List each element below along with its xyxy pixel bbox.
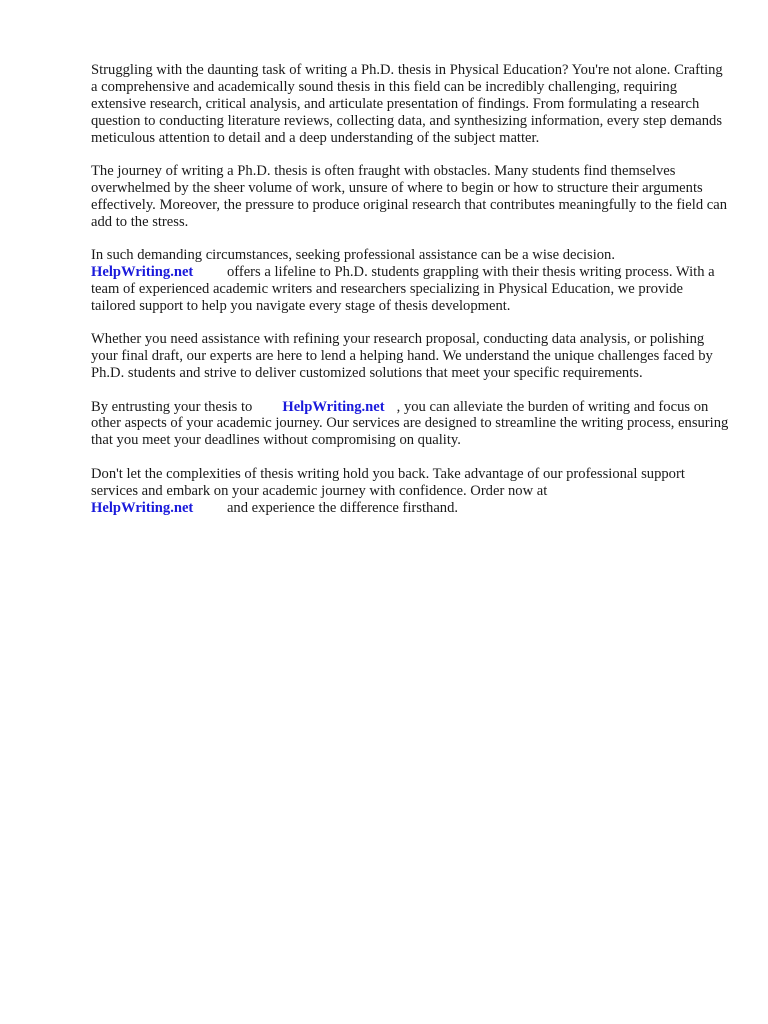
paragraph-intro: Struggling with the daunting task of writing a Ph.D. thesis in Physical Education? You're not alone. Crafting a comprehensive and academically sound thesis in this field can be incredibly challenging, requiring extensive research, critical analysis, and articulate presentation of findings. From formulating a research question to conducting literature reviews, collecting data, and synthesizing information, every step demands meticulous attention to detail and a deep understanding of the subject matter. bbox=[91, 62, 723, 146]
paragraph-cta bbox=[91, 466, 731, 517]
helpwriting-link-1[interactable]: HelpWriting.net bbox=[91, 264, 194, 281]
paragraph-obstacles: The journey of writing a Ph.D. thesis is often fraught with obstacles. Many students find themselves overwhelmed by the sheer volume of work, unsure of where to begin or how to structure their arguments effectively. Moreover, the pressure to produce original research that contributes meaningfully to the field can add to the stress. bbox=[91, 163, 728, 230]
paragraph-entrust-text-a: By entrusting your thesis to bbox=[91, 398, 253, 415]
paragraph-services: Whether you need assistance with refining your research proposal, conducting data analysis, or polishing your final draft, our experts are here to lend a helping hand. We understand the unique challenges faced by Ph.D. students and strive to deliver customized solutions that meet your specific requirements. bbox=[91, 331, 713, 382]
paragraph-entrust-text-b: , you can alleviate the burden of writing and focus on other aspects of your academic journey. Our services are designed to streamline the writing process, ensuring that you meet your deadlines without compromising on quality. bbox=[91, 398, 729, 449]
helpwriting-link-2[interactable]: HelpWriting.net bbox=[282, 398, 385, 415]
paragraph-assistance-text-a: In such demanding circumstances, seeking professional assistance can be a wise decision. bbox=[91, 247, 615, 264]
paragraph-assistance-text-b: offers a lifeline to Ph.D. students grappling with their thesis writing process. With a team of experienced academic writers and researchers specializing in Physical Education, we provide tailored support to help you navigate every stage of thesis development. bbox=[91, 264, 715, 314]
paragraph-cta-text-b: and experience the difference firsthand. bbox=[226, 499, 459, 516]
paragraph-entrust bbox=[91, 399, 731, 450]
document-body bbox=[91, 62, 731, 533]
paragraph-cta-text-a: Don't let the complexities of thesis writing hold you back. Take advantage of our professional support services and embark on your academic journey with confidence. Order now at bbox=[91, 465, 685, 499]
paragraph-assistance bbox=[91, 247, 731, 315]
helpwriting-link-3[interactable]: HelpWriting.net bbox=[91, 499, 194, 516]
